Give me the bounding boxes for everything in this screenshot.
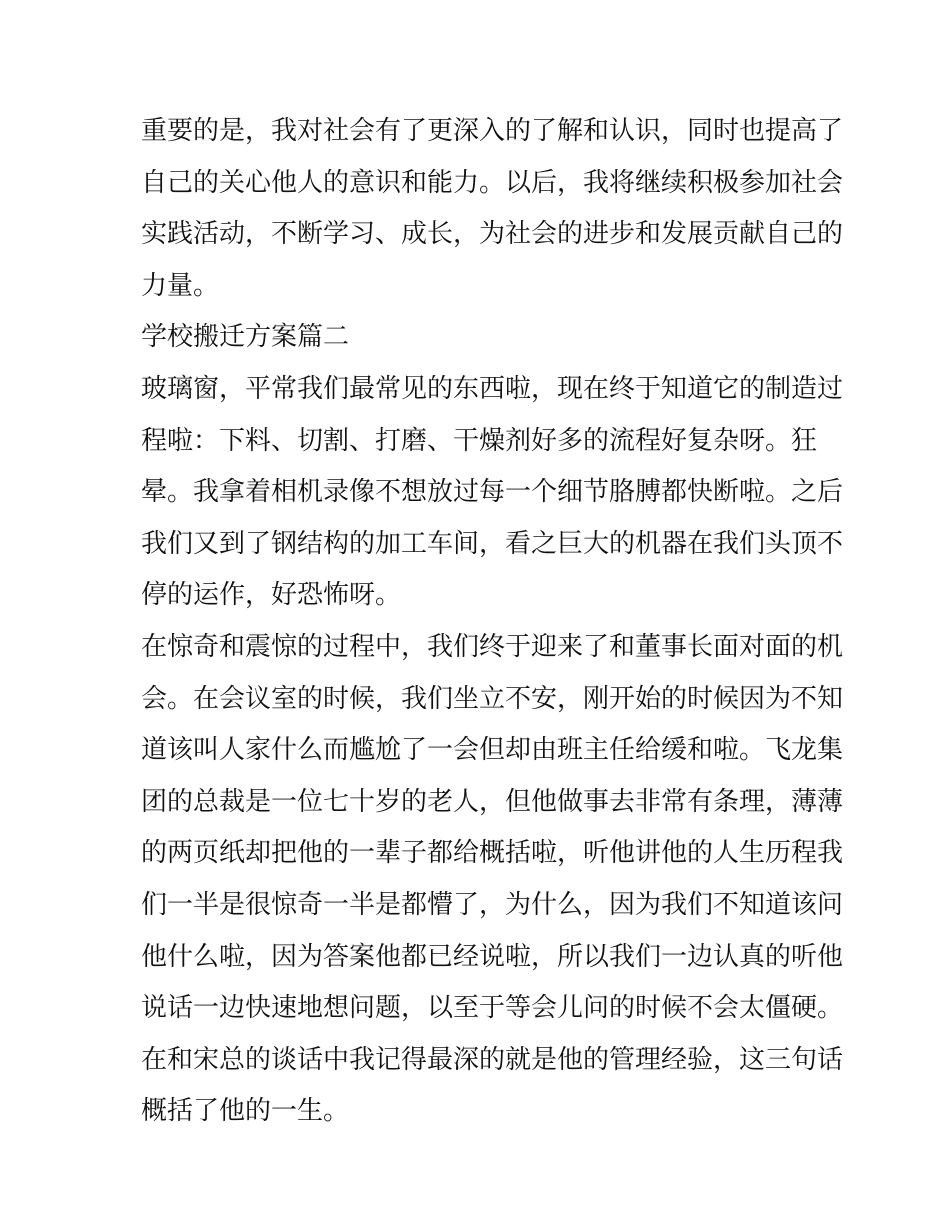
text-line: 玻璃窗，平常我们最常见的东西啦，现在终于知道它的制造过	[141, 373, 844, 404]
text-line: 力量。	[141, 270, 220, 301]
text-line: 自己的关心他人的意识和能力。以后，我将继续积极参加社会	[141, 167, 844, 198]
text-line: 程啦：下料、切割、打磨、干燥剂好多的流程好复杂呀。狂	[141, 425, 818, 456]
text-line: 说话一边快速地想问题，以至于等会儿问的时候不会太僵硬。	[141, 993, 844, 1024]
section-heading: 学校搬迁方案篇二	[141, 322, 350, 353]
text-line: 我们又到了钢结构的加工车间，看之巨大的机器在我们头顶不	[141, 528, 844, 559]
text-line: 重要的是，我对社会有了更深入的了解和认识，同时也提高了	[141, 116, 844, 146]
text-line: 概括了他的一生。	[141, 1096, 350, 1127]
text-line: 在惊奇和震惊的过程中，我们终于迎来了和董事长面对面的机	[141, 631, 844, 662]
text-line: 晕。我拿着相机录像不想放过每一个细节胳膊都快断啦。之后	[141, 477, 844, 508]
text-line: 停的运作，好恐怖呀。	[141, 580, 402, 611]
text-line: 们一半是很惊奇一半是都懵了，为什么，因为我们不知道该问	[141, 889, 844, 920]
text-line: 在和宋总的谈话中我记得最深的就是他的管理经验，这三句话	[141, 1044, 844, 1075]
text-line: 团的总裁是一位七十岁的老人，但他做事去非常有条理，薄薄	[141, 786, 844, 817]
text-line: 的两页纸却把他的一辈子都给概括啦，听他讲他的人生历程我	[141, 838, 844, 869]
text-line: 实践活动，不断学习、成长，为社会的进步和发展贡献自己的	[141, 219, 844, 250]
text-line: 他什么啦，因为答案他都已经说啦，所以我们一边认真的听他	[141, 941, 844, 972]
text-line: 道该叫人家什么而尴尬了一会但却由班主任给缓和啦。飞龙集	[141, 735, 844, 766]
body-text	[141, 106, 844, 1138]
text-line: 会。在会议室的时候，我们坐立不安，刚开始的时候因为不知	[141, 683, 844, 714]
